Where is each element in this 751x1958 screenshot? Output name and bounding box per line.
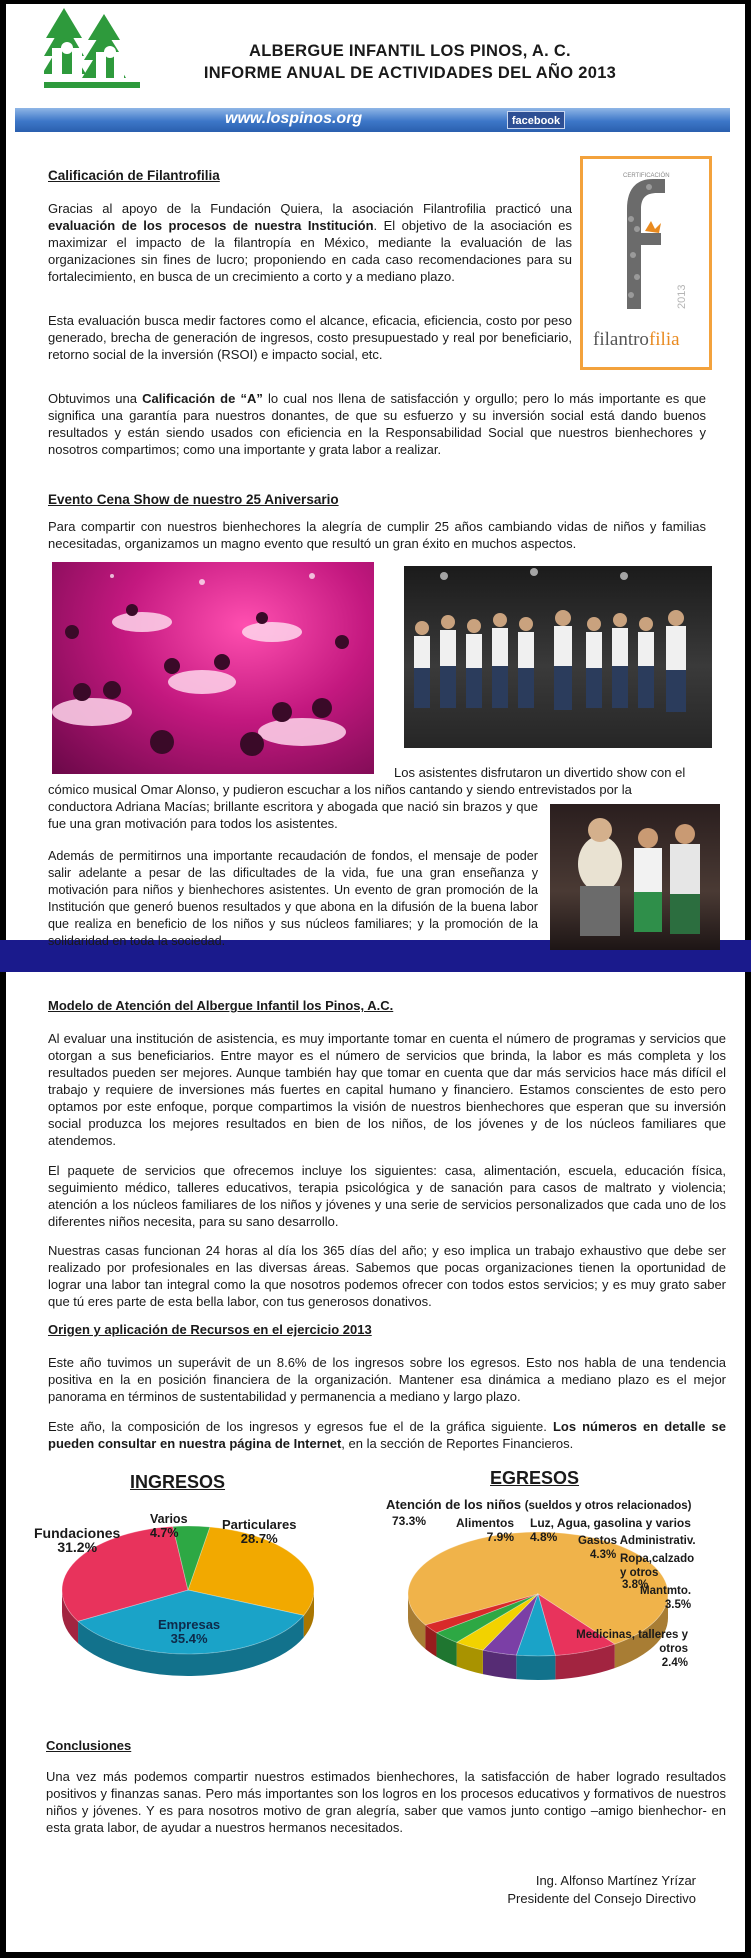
heading-evento-cena: Evento Cena Show de nuestro 25 Aniversario	[48, 492, 339, 507]
paragraph-modelo-2: El paquete de servicios que ofrecemos incluye los siguientes: casa, alimentación, escuela, educación física, seguimiento médico, talleres educativos, terapia psicológica y de sanación para casos de maltrato y violencia; atención a los núcleos familiares de los niños y jóvenes y una serie de servicios personalizados que cada uno de los diferentes niños necesita, para su sano desarrollo.	[48, 1163, 726, 1229]
paragraph-modelo-1: Al evaluar una institución de asistencia, es muy importante tomar en cuenta el número de programas y servicios que otorgan a sus beneficiarios. Entre mayor es el número de servicios que brinda, la labor es más completa y los resultados pueden ser mejores. Aunque también hay que tomar en cuenta que dar más servicios hace más difícil el trabajo y requiere de inversiones más fuertes en capital humano y financiero. Estamos conscientes de esto pero optamos por este enfoque, porque compartimos la visión de nuestros bienhechores que esperan que su inversión social produzca los mejores resultados en bien de los niños, de los jóvenes y de los núcleos familiares que atendemos.	[48, 1031, 726, 1148]
egresos-slice-side-2	[516, 1655, 555, 1680]
label-gastos-admin-pct: 4.3%	[590, 1549, 617, 1561]
paragraph-filantrofilia-3: Obtuvimos una Calificación de “A” lo cual nos llena de satisfacción y orgullo; pero lo más importante es que significa una garantía para nuestros donantes, de que su esfuerzo y su inversión social está dando buenos resultados y están siendo usados con eficiencia en la Responsabilidad Social que nuestros bienhechores y nosotros compartimos; como una importante y grata labor a realizar.	[48, 391, 707, 457]
signature-title: Presidente del Consejo Directivo	[507, 1891, 696, 1906]
label-luz-agua: Luz, Agua, gasolina y varios 4.8%	[530, 1516, 691, 1544]
paragraph-conclusiones: Una vez más podemos compartir nuestros estimados bienhechores, la satisfacción de haber logrado resultados positivos y finanzas sanas. Pero más importantes son los logros en los procesos educativos y formativos de nuestros niños y jóvenes. Y es para nosotros motivo de gran alegría, saber que vamos junto contigo –amigo bienhechor- en esta grata labor, de ayudar a nuestros hermanos necesitados.	[46, 1769, 726, 1835]
title-line-1: ALBERGUE INFANTIL LOS PINOS, A. C.	[249, 42, 571, 60]
paragraph-evento-2-rest: conductora Adriana Macías; brillante escritora y abogada que nació sin brazos y que fue una gran motivación para todos los asistentes.	[48, 799, 538, 831]
label-ropa-calzado: Ropa,calzado y otros	[620, 1553, 695, 1579]
label-atencion-ninos-pct: 73.3%	[392, 1514, 427, 1528]
heading-modelo-atencion: Modelo de Atención del Albergue Infantil los Pinos, A.C.	[48, 998, 394, 1013]
label-atencion-ninos: Atención de los niños (sueldos y otros relacionados)	[386, 1497, 692, 1512]
paragraph-modelo-3: Nuestras casas funcionan 24 horas al día los 365 días del año; y eso implica un trabajo exhaustivo que debe ser realizado por profesionales en las diversas áreas. Sabemos que pocas organizaciones tienen la oportunidad de lograr una labor tan integral como la que nosotros podemos ofrecer con todos estos servicios; y es muy grato saber que tú eres parte de esta bella labor, con tus generosos donativos.	[48, 1243, 726, 1309]
chart-title-ingresos: INGRESOS	[130, 1472, 226, 1492]
facebook-button[interactable]: facebook	[507, 111, 565, 129]
heading-conclusiones: Conclusiones	[46, 1738, 132, 1753]
signature-block	[420, 1872, 696, 1908]
label-mantenimiento: Mantmto. 3.5%	[640, 1585, 692, 1611]
heading-filantrofilia: Calificación de Filantrofilia	[48, 168, 220, 183]
label-medicinas: Medicinas, talleres y otros 2.4%	[576, 1629, 688, 1669]
badge-top-text: CERTIFICACIÓN	[623, 173, 670, 179]
photo-interview	[550, 804, 720, 950]
filantrofilia-certification-badge	[580, 156, 712, 370]
paragraph-evento-3: Además de permitirnos una importante recaudación de fondos, el mensaje de poder salir adelante a pesar de las dificultades de la vida, fue una gran enseñanza y motivación para niños y bienhechores asistentes. Un evento de gran promoción de la Institución que generó buenos resultados y que abona en la difusión de la buena labor que realiza en beneficio de los niños y sus núcleos familiares; y la promoción de la solidaridad en toda la sociedad.	[48, 849, 538, 948]
website-link[interactable]: www.lospinos.org	[225, 110, 363, 127]
label-fundaciones: Fundaciones 31.2%	[34, 1525, 121, 1555]
photo-children-singing	[404, 566, 712, 748]
photo-dinner-crowd	[52, 562, 374, 774]
label-alimentos: Alimentos 7.9%	[456, 1516, 515, 1544]
label-varios: Varios 4.7%	[150, 1512, 188, 1540]
photo-interview-people	[550, 804, 720, 950]
label-empresas: Empresas 35.4%	[158, 1617, 221, 1646]
label-gastos-admin: Gastos Administrativ.	[578, 1535, 696, 1547]
heading-origen-recursos: Origen y aplicación de Recursos en el ejercicio 2013	[48, 1322, 372, 1337]
paragraph-recursos-1: Este año tuvimos un superávit de un 8.6% de los ingresos sobre los egresos. Esto nos habla de una tendencia positiva en la en posición financiera de la organización. Mantener esa dinámica a mediano plazo es el mejor panorama en términos de sustentabilidad y permanencia a mediano y largo plazo.	[48, 1355, 726, 1404]
paragraph-filantrofilia-1: Gracias al apoyo de la Fundación Quiera, la asociación Filantrofilia practicó una evaluación de los procesos de nuestra Institución. El objetivo de la asociación es maximizar el impacto de la filantropía en México, mediante la evaluación de las organizaciones sin fines de lucro; proponiendo en cada caso recomendaciones para su fortalecimiento, en busca de un crecimiento a corto y a mediano plazo.	[48, 201, 572, 284]
label-particulares: Particulares 28.7%	[222, 1517, 297, 1546]
photo-dinner-guests	[52, 562, 374, 774]
filantrofilia-f-emblem	[583, 159, 709, 367]
paragraph-recursos-2: Este año, la composición de los ingresos y egresos fue el de la gráfica siguiente. Los números en detalle se pueden consultar en nuestra página de Internet, en la sección de Reportes Financieros.	[48, 1419, 726, 1451]
chart-title-egresos: EGRESOS	[490, 1468, 580, 1488]
website-bar	[15, 108, 730, 132]
badge-brand: filantrofilia	[593, 329, 680, 350]
paragraph-filantrofilia-2: Esta evaluación busca medir factores como el alcance, eficacia, eficiencia, costo por peso generado, brecha de generación de ingresos, costo presupuestado y real por beneficiario, retorno social de la inversión (RSOI) e impacto social, etc.	[48, 313, 572, 362]
badge-year: 2013	[676, 284, 688, 309]
albergue-logo	[44, 8, 140, 96]
signature-name: Ing. Alfonso Martínez Yrízar	[535, 1873, 696, 1888]
report-title	[150, 40, 670, 84]
title-line-2: INFORME ANUAL DE ACTIVIDADES DEL AÑO 2013	[203, 64, 617, 82]
label-ropa-calzado-pct: 3.8%	[622, 1579, 649, 1591]
paragraph-evento-2-line2: cómico musical Omar Alonso, y pudieron escuchar a los niños cantando y siendo entrevistados por la	[48, 782, 632, 797]
photo-children-row	[404, 566, 712, 748]
paragraph-evento-1: Para compartir con nuestros bienhechores la alegría de cumplir 25 años cambiando vidas de niños y familias necesitadas, organizamos un magno evento que resultó un gran éxito en muchos aspectos.	[48, 519, 706, 551]
paragraph-evento-2-line1: Los asistentes disfrutaron un divertido show con el	[394, 765, 686, 780]
